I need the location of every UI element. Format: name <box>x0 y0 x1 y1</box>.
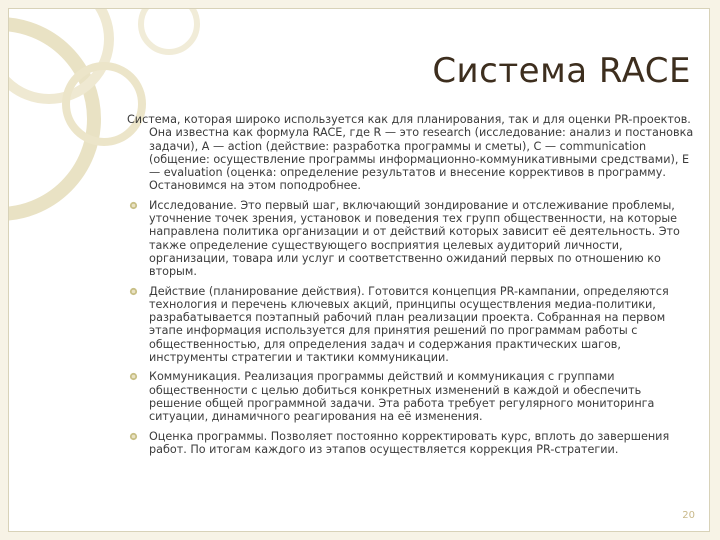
intro-paragraph: Система, которая широко используется как для планирования, так и для оценки PR-проектов. Она известна как формула RACE, где R — это research (исследование: анализ и постановка задачи), A — action (действие: разработка программы и сметы), C — communication (общение: осуществление программы информационно-коммуникативными средствами), E — evaluation (оценка: определение результатов и внесение коррективов в программу. Остановимся на этом поподробнее. <box>127 113 694 193</box>
list-item <box>127 285 697 365</box>
list-item <box>127 370 697 423</box>
bullet-icon <box>129 201 138 210</box>
slide-body <box>127 113 697 462</box>
list-item-text: Оценка программы. Позволяет постоянно корректировать курс, вплоть до завершения работ. По итогам каждого из этапов осуществляется коррекция PR-стратегии. <box>149 429 670 456</box>
slide <box>8 8 710 532</box>
bullet-icon <box>129 372 138 381</box>
bullet-icon <box>129 432 138 441</box>
list-item-text: Действие (планирование действия). Готовится концепция PR-кампании, определяются технология и перечень ключевых акций, принципы осуществления медиа-политики, разрабатывается поэтапный рабочий план реализации проекта. Собранная на первом этапе информация используется для принятия решений по программам работы с общественностью, для определения задач и содержания практических шагов, инструменты стратегии и тактики коммуникации. <box>149 284 669 365</box>
list-item <box>127 430 697 457</box>
slide-title: Система RACE <box>432 51 691 91</box>
list-item <box>127 199 697 279</box>
page-number: 20 <box>682 510 695 521</box>
bullet-list <box>127 199 697 456</box>
list-item-text: Коммуникация. Реализация программы действий и коммуникация с группами общественности с целью добиться конкретных изменений в каждой и обеспечить решение общей программной задачи. Эта работа требует регулярного мониторинга ситуации, динамичного реагирования на её изменения. <box>149 370 655 424</box>
list-item-text: Исследование. Это первый шаг, включающий зондирование и отслеживание проблемы, уточнение точек зрения, установок и поведения тех групп общественности, на которые направлена политика организации и от действий которых зависит её деятельность. Это также определение существующего восприятия целевых аудиторий личности, организации, товара или услуг и соответственно ожиданий первых по отношению ко вторым. <box>149 198 680 279</box>
bullet-icon <box>129 287 138 296</box>
